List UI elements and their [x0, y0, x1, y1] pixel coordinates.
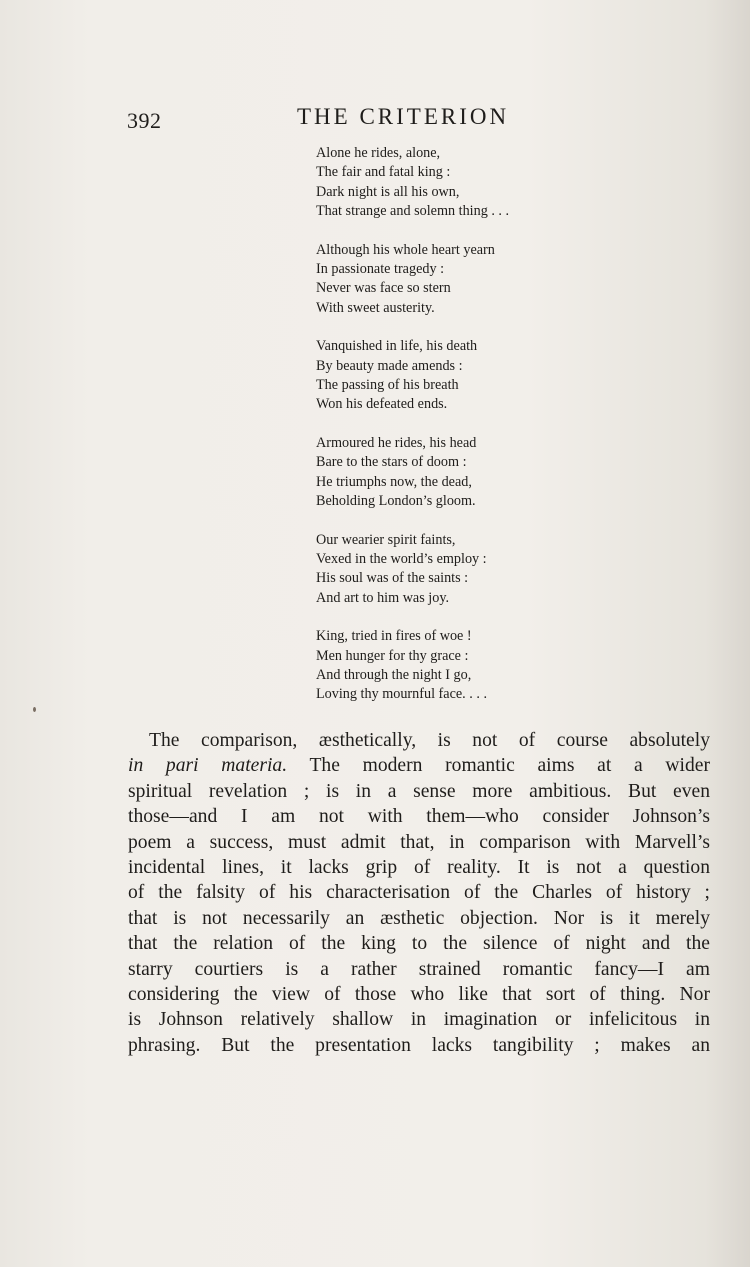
poem-stanza: [316, 627, 616, 704]
body-paragraph: [128, 728, 710, 1058]
poem-line: The passing of his breath: [316, 376, 459, 393]
paragraph-line-rest: The modern romantic aims at a wider: [287, 755, 710, 777]
poem-line: Men hunger for thy grace :: [316, 647, 469, 664]
poem-line: In passionate tragedy :: [316, 260, 445, 277]
page-header: [127, 104, 587, 138]
paragraph-line: starry courtiers is a rather strained romantic fancy—I am: [128, 958, 710, 980]
poem-stanza: [316, 434, 616, 511]
poem-line: Vanquished in life, his death: [316, 338, 478, 355]
page-number: 392: [127, 108, 162, 133]
poem-stanza: [316, 241, 616, 318]
poem-line: Dark night is all his own,: [316, 183, 460, 200]
paragraph-line: that the relation of the king to the silence of night and the: [128, 933, 710, 955]
paragraph-line: poem a success, must admit that, in comparison with Marvell’s: [128, 831, 710, 853]
poem-line: That strange and solemn thing . . .: [316, 202, 510, 219]
paragraph-line: that is not necessarily an æsthetic objection. Nor is it merely: [128, 907, 710, 929]
poem-stanza: [316, 337, 616, 414]
poem-line: Loving thy mournful face. . . .: [316, 686, 487, 703]
poem-line: And through the night I go,: [316, 667, 472, 684]
paragraph-line: of the falsity of his characterisation of the Charles of history ;: [128, 882, 710, 904]
poem-line: Although his whole heart yearn: [316, 241, 495, 258]
paragraph-line: phrasing. But the presentation lacks tangibility ; makes an: [128, 1034, 710, 1056]
poem-line: By beauty made amends :: [316, 357, 463, 374]
poem-line: Armoured he rides, his head: [316, 435, 477, 452]
poem-line: Bare to the stars of doom :: [316, 454, 467, 471]
poem-line: His soul was of the saints :: [316, 570, 469, 587]
poem-line: King, tried in fires of woe !: [316, 628, 472, 645]
poem-line: With sweet austerity.: [316, 299, 435, 316]
paragraph-line: The comparison, æsthetically, is not of course absolutely: [149, 730, 710, 751]
poem-line: The fair and fatal king :: [316, 164, 451, 181]
paragraph-line: is Johnson relatively shallow in imagination or infelicitous in: [128, 1009, 710, 1031]
poem-line: Alone he rides, alone,: [316, 145, 441, 161]
poem-line: And art to him was joy.: [316, 589, 450, 606]
poem-line: Won his defeated ends.: [316, 396, 448, 413]
poem-line: Beholding London’s gloom.: [316, 492, 476, 509]
paragraph-line: those—and I am not with them—who consider Johnson’s: [128, 806, 710, 828]
poem: [316, 144, 616, 705]
running-title: THE CRITERION: [297, 104, 510, 129]
poem-stanza: [316, 144, 616, 221]
poem-line: He triumphs now, the dead,: [316, 473, 472, 490]
paper-speck: [33, 707, 36, 712]
paragraph-line: spiritual revelation ; is in a sense more ambitious. But even: [128, 780, 710, 802]
poem-line: Never was face so stern: [316, 280, 451, 297]
latin-phrase: in pari materia.: [128, 755, 288, 777]
paragraph-line: [128, 753, 710, 778]
poem-line: Our wearier spirit faints,: [316, 531, 456, 548]
paragraph-line: incidental lines, it lacks grip of reality. It is not a question: [128, 857, 710, 879]
paragraph-line: considering the view of those who like that sort of thing. Nor: [128, 984, 710, 1006]
poem-stanza: [316, 531, 616, 608]
poem-line: Vexed in the world’s employ :: [316, 551, 487, 568]
